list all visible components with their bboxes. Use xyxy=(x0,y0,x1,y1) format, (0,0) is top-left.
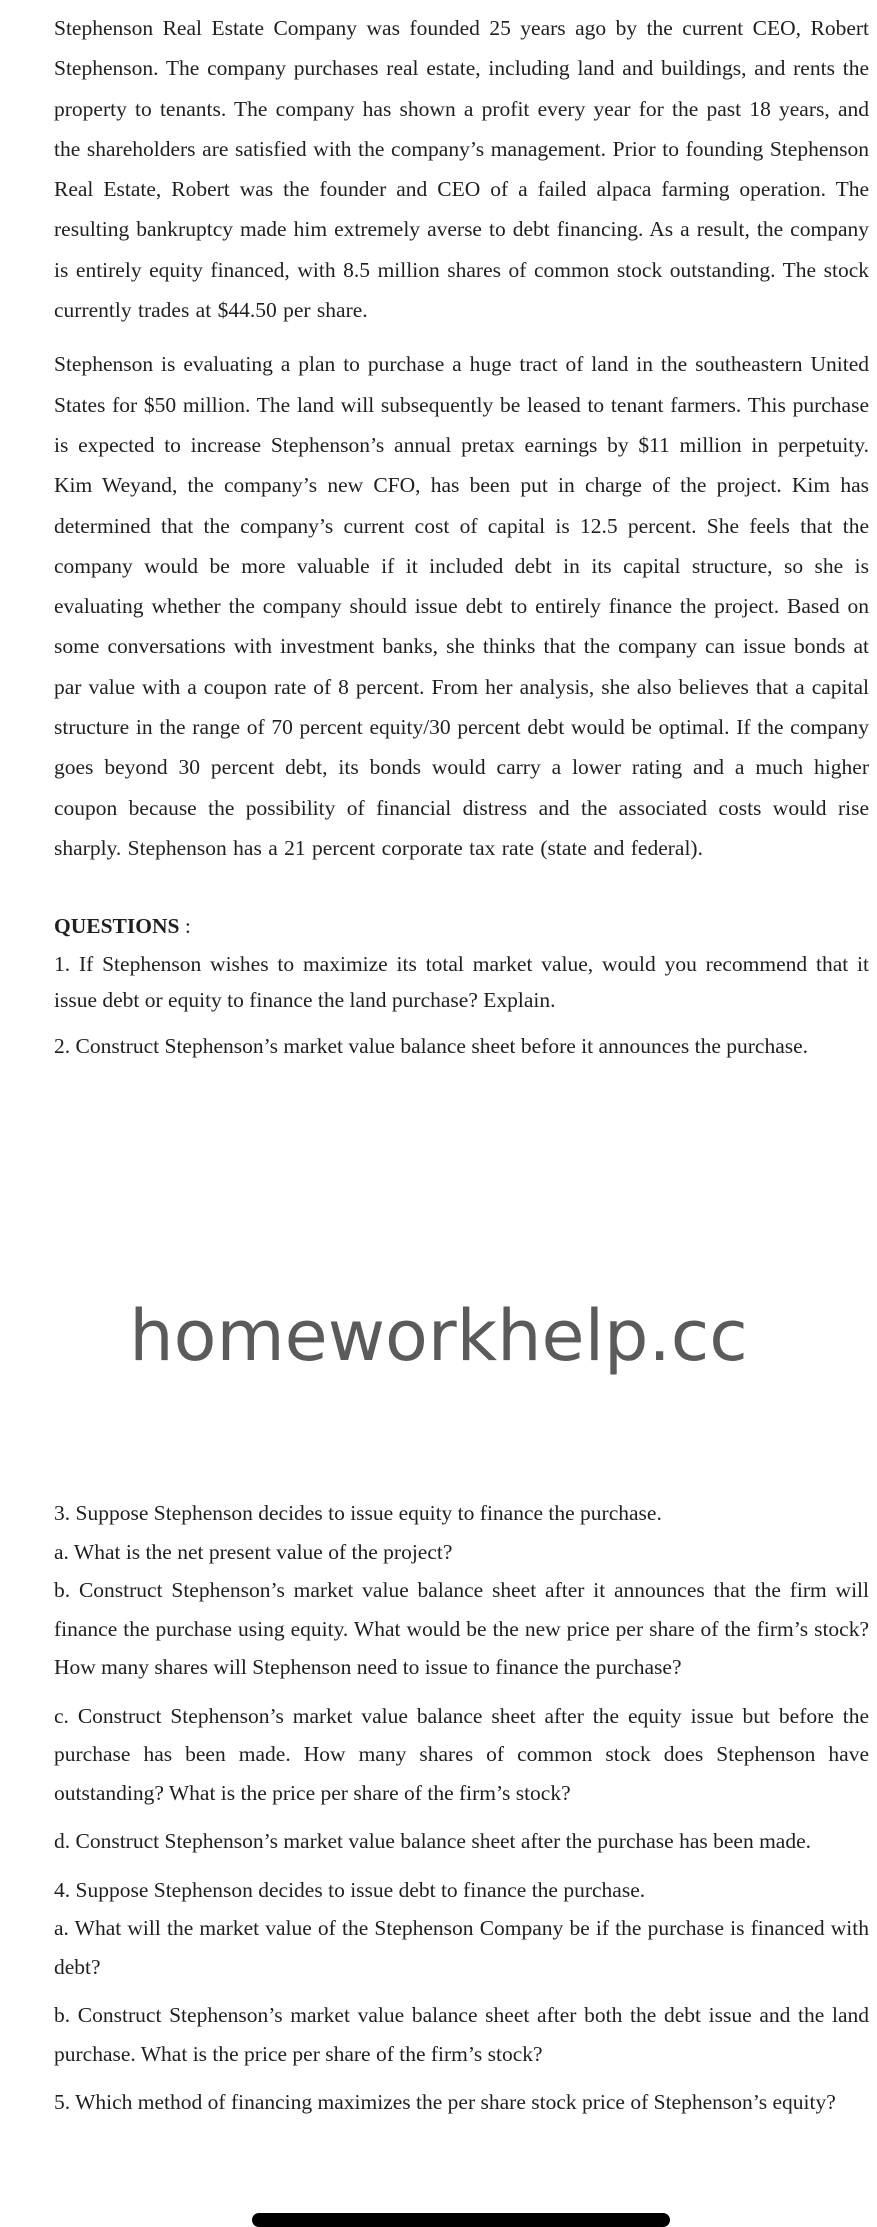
question-3b: b. Construct Stephenson’s market value balance sheet after it announces that the firm will finance the purchase using equity. What would be the new price per share of the firm’s stock? How many shares will Stephenson need to issue to finance the purchase? xyxy=(54,1578,869,1679)
home-indicator-bar xyxy=(252,2213,670,2227)
questions-heading-text: QUESTIONS xyxy=(54,914,180,939)
question-4a: a. What will the market value of the Stephenson Company be if the purchase is financed with debt? xyxy=(54,1916,869,1979)
question-4: 4. Suppose Stephenson decides to issue debt to finance the purchase. xyxy=(54,1877,646,1902)
questions-heading-colon: : xyxy=(184,914,191,939)
question-2: 2. Construct Stephenson’s market value balance sheet before it announces the purchase. xyxy=(54,1034,809,1059)
lower-questions xyxy=(54,1494,869,2122)
question-3d: d. Construct Stephenson’s market value balance sheet after the purchase has been made. xyxy=(54,1829,812,1853)
project-paragraph: Stephenson is evaluating a plan to purchase a huge tract of land in the southeastern United States for $50 million. The land will subsequently be leased to tenant farmers. This purchase is expected to increase Stephenson’s annual pretax earnings by $11 million in perpetuity. Kim Weyand, the company’s new CFO, has been put in charge of the project. Kim has determined that the company’s current cost of capital is 12.5 percent. She feels that the company would be more valuable if it included debt in its capital structure, so she is evaluating whether the company should issue debt to entirely finance the project. Based on some conversations with investment banks, she thinks that the company can issue bonds at par value with a coupon rate of 8 percent. From her analysis, she also believes that a capital structure in the range of 70 percent equity/30 percent debt would be optimal. If the company goes beyond 30 percent debt, its bonds would carry a lower rating and a much higher coupon because the possibility of financial distress and the associated costs would rise sharply. Stephenson has a 21 percent corporate tax rate (state and federal). xyxy=(54,352,869,860)
question-3a: a. What is the net present value of the project? xyxy=(54,1539,453,1564)
questions-heading xyxy=(54,906,869,946)
question-3c: c. Construct Stephenson’s market value balance sheet after the equity issue but before the purchase has been made. How many shares of common stock does Stephenson have outstanding? What is the price per share of the firm’s stock? xyxy=(54,1703,869,1805)
watermark-text: homeworkhelp.cc xyxy=(129,1295,748,1377)
document-body xyxy=(54,8,869,1064)
question-5: 5. Which method of financing maximizes the per share stock price of Stephenson’s equity? xyxy=(54,2090,836,2114)
question-3: 3. Suppose Stephenson decides to issue equity to finance the purchase. xyxy=(54,1501,662,1525)
question-1: 1. If Stephenson wishes to maximize its total market value, would you recommend that it issue debt or equity to finance the land purchase? Explain. xyxy=(54,952,869,1013)
question-4b: b. Construct Stephenson’s market value balance sheet after both the debt issue and the land purchase. What is the price per share of the firm’s stock? xyxy=(54,2003,869,2066)
intro-paragraph: Stephenson Real Estate Company was founded 25 years ago by the current CEO, Robert Stephenson. The company purchases real estate, including land and buildings, and rents the property to tenants. The company has shown a profit every year for the past 18 years, and the shareholders are satisfied with the company’s management. Prior to founding Stephenson Real Estate, Robert was the founder and CEO of a failed alpaca farming operation. The resulting bankruptcy made him extremely averse to debt financing. As a result, the company is entirely equity financed, with 8.5 million shares of common stock outstanding. The stock currently trades at $44.50 per share. xyxy=(54,16,869,323)
